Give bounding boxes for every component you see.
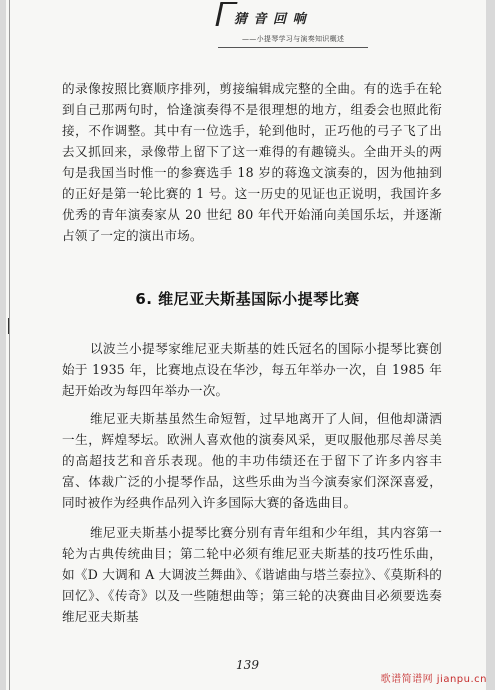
header-title: 猜 音 回 响 bbox=[234, 12, 307, 27]
body-paragraph-3: 维尼亚夫斯基虽然生命短暂，过早地离开了人间，但他却潇洒一生，辉煌琴坛。欧洲人喜欢他的演奏风采，更叹服他那尽善尽美的高超技艺和音乐表现。他的丰功伟绩还在于留下了许多内容丰富、体裁广泛的小提琴作品，这些乐曲为当今演奏家们深深喜爱，同时被作为经典作品列入许多国际大赛的备选曲目。 bbox=[62, 411, 442, 510]
section-heading: 6. 维尼亚夫斯基国际小提琴比赛 bbox=[135, 290, 360, 308]
body-paragraph-2: 以波兰小提琴家维尼亚夫斯基的姓氏冠名的国际小提琴比赛创始于 1935 年，比赛地点设在华沙，每五年举办一次，自 1985 年起开始改为每四年举办一次。 bbox=[62, 341, 442, 398]
page-edge-line bbox=[9, 0, 10, 690]
margin-mark bbox=[8, 318, 9, 334]
header-subtitle: ——小提琴学习与演奏知识概述 bbox=[242, 35, 345, 43]
running-header bbox=[218, 0, 368, 60]
header-rule bbox=[218, 47, 368, 48]
body-paragraph-1: 的录像按照比赛顺序排列，剪接编辑成完整的全曲。有的选手在轮到自己那两句时，恰逢演奏得不是很理想的地方，组委会也照此衔接，不作调整。其中有一位选手，轮到他时，正巧他的弓子飞了出去又抓回来，录像带上留下了这一难得的有趣镜头。全曲开头的两句是我国当时惟一的参赛选手 18 岁的蒋逸文演奏的，因为他抽到的正好是第一轮比赛的 1 号。这一历史的见证也正说明，我国许多优秀的青年演奏家从 20 世纪 80 年代开始涌向美国乐坛，并逐渐占领了一定的演出市场。 bbox=[62, 81, 442, 243]
site-watermark: 歌谱简谱网 jianpu.cn bbox=[380, 674, 487, 685]
page-number: 139 bbox=[236, 658, 259, 672]
body-paragraph-4: 维尼亚夫斯基小提琴比赛分别有青年组和少年组，其内容第一轮为古典传统曲目；第二轮中必须有维尼亚夫斯基的技巧性乐曲，如《D 大调和 A 大调波兰舞曲》、《谐谑曲与塔兰泰拉》、《莫斯科的回忆》、《传奇》以及一些随想曲等；第三轮的决赛曲目必须要选奏维尼亚夫斯基 bbox=[62, 525, 442, 624]
